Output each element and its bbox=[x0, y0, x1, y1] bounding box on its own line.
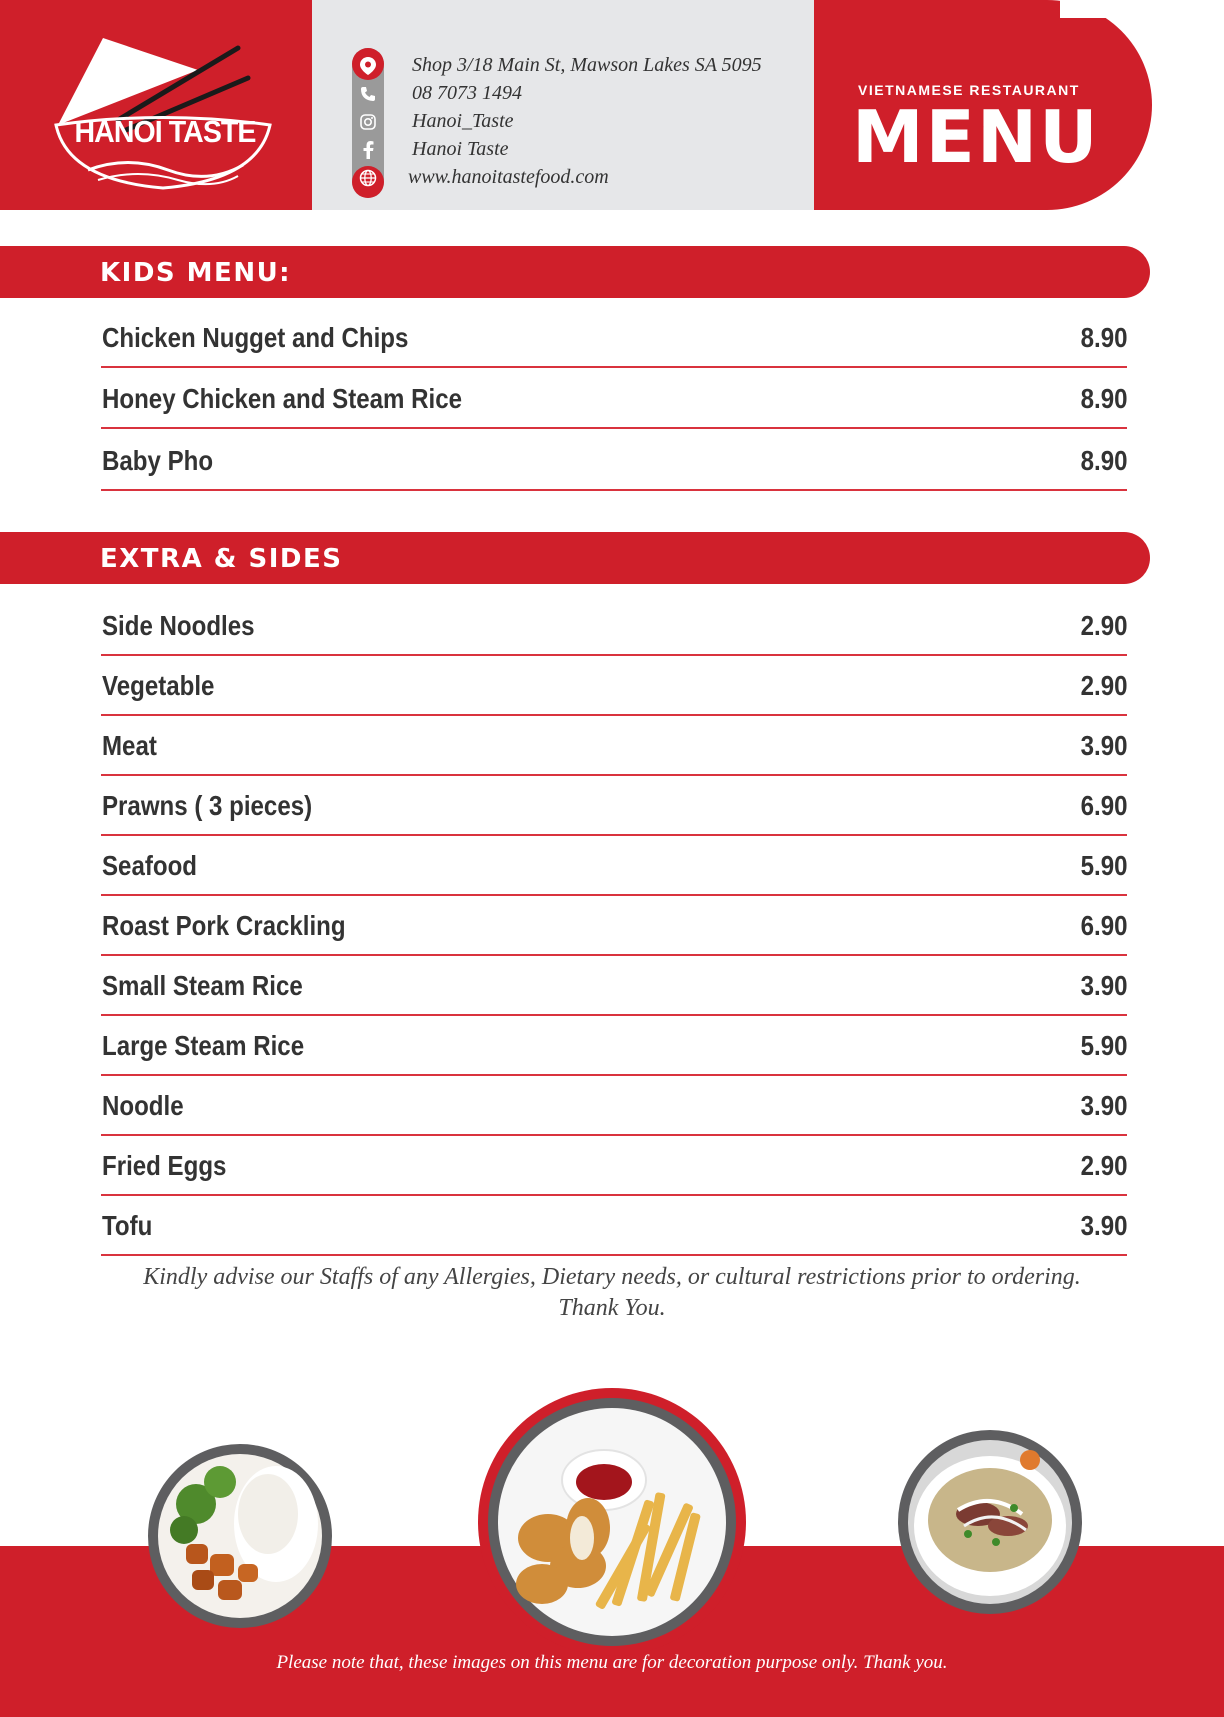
kids-menu-banner bbox=[0, 246, 1150, 298]
item-price: 8.90 bbox=[1080, 322, 1127, 353]
item-name: Roast Pork Crackling bbox=[102, 910, 346, 941]
menu-item bbox=[101, 894, 1127, 956]
facebook-icon bbox=[352, 136, 384, 164]
allergy-note bbox=[80, 1262, 1144, 1324]
item-name: Vegetable bbox=[102, 670, 215, 701]
item-price: 6.90 bbox=[1080, 910, 1127, 941]
page-title: MENU bbox=[852, 95, 1100, 179]
globe-icon bbox=[352, 164, 384, 192]
item-price: 8.90 bbox=[1080, 383, 1127, 414]
item-price: 5.90 bbox=[1080, 1030, 1127, 1061]
item-price: 8.90 bbox=[1080, 445, 1127, 476]
item-price: 2.90 bbox=[1080, 1150, 1127, 1181]
menu-item bbox=[101, 429, 1127, 491]
item-name: Tofu bbox=[102, 1210, 153, 1241]
item-name: Meat bbox=[102, 730, 157, 761]
menu-item bbox=[101, 834, 1127, 896]
item-name: Fried Eggs bbox=[102, 1150, 227, 1181]
menu-item bbox=[101, 1014, 1127, 1076]
contact-facebook: Hanoi Taste bbox=[312, 136, 814, 164]
pho-bowl-photo bbox=[898, 1430, 1082, 1614]
contact-instagram: Hanoi_Taste bbox=[312, 108, 814, 136]
restaurant-type: VIETNAMESE RESTAURANT bbox=[858, 82, 1080, 98]
contact-panel bbox=[312, 0, 814, 210]
item-price: 3.90 bbox=[1080, 970, 1127, 1001]
contact-website: www.hanoitastefood.com bbox=[312, 164, 814, 192]
item-price: 2.90 bbox=[1080, 670, 1127, 701]
item-price: 3.90 bbox=[1080, 1210, 1127, 1241]
item-price: 5.90 bbox=[1080, 850, 1127, 881]
item-name: Prawns ( 3 pieces) bbox=[102, 790, 313, 821]
location-pin-icon bbox=[352, 52, 384, 80]
menu-item bbox=[101, 1194, 1127, 1256]
extras-heading: EXTRA & SIDES bbox=[100, 544, 343, 574]
item-name: Side Noodles bbox=[102, 610, 255, 641]
allergy-note-line2: Thank You. bbox=[558, 1295, 666, 1321]
item-name: Chicken Nugget and Chips bbox=[102, 322, 409, 353]
item-name: Seafood bbox=[102, 850, 198, 881]
corner-notch bbox=[1060, 0, 1152, 18]
contact-phone: 08 7073 1494 bbox=[312, 80, 814, 108]
menu-item bbox=[101, 1134, 1127, 1196]
kids-menu-heading: KIDS MENU: bbox=[100, 258, 292, 288]
item-price: 2.90 bbox=[1080, 610, 1127, 641]
logo-text: HANOI TASTE bbox=[74, 114, 256, 149]
menu-item bbox=[101, 774, 1127, 836]
phone-icon bbox=[352, 80, 384, 108]
honey-chicken-rice-photo bbox=[148, 1444, 332, 1628]
item-price: 3.90 bbox=[1080, 1090, 1127, 1121]
menu-item bbox=[101, 714, 1127, 776]
contact-address: Shop 3/18 Main St, Mawson Lakes SA 5095 bbox=[312, 52, 814, 80]
logo-panel bbox=[0, 0, 312, 210]
item-price: 3.90 bbox=[1080, 730, 1127, 761]
item-price: 6.90 bbox=[1080, 790, 1127, 821]
menu-item bbox=[101, 954, 1127, 1016]
item-name: Large Steam Rice bbox=[102, 1030, 305, 1061]
item-name: Honey Chicken and Steam Rice bbox=[102, 383, 462, 414]
extras-banner bbox=[0, 532, 1150, 584]
menu-item bbox=[101, 1074, 1127, 1136]
menu-item bbox=[101, 594, 1127, 656]
nuggets-and-chips-photo bbox=[478, 1388, 746, 1656]
item-name: Baby Pho bbox=[102, 445, 214, 476]
footer-disclaimer: Please note that, these images on this menu are for decoration purpose only. Thank you. bbox=[276, 1652, 948, 1673]
item-name: Small Steam Rice bbox=[102, 970, 303, 1001]
menu-item bbox=[101, 367, 1127, 429]
item-name: Noodle bbox=[102, 1090, 184, 1121]
menu-item bbox=[101, 654, 1127, 716]
menu-item bbox=[101, 306, 1127, 368]
allergy-note-line1: Kindly advise our Staffs of any Allergies, Dietary needs, or cultural restrictions prior to ordering. bbox=[143, 1264, 1081, 1290]
instagram-icon bbox=[352, 108, 384, 136]
